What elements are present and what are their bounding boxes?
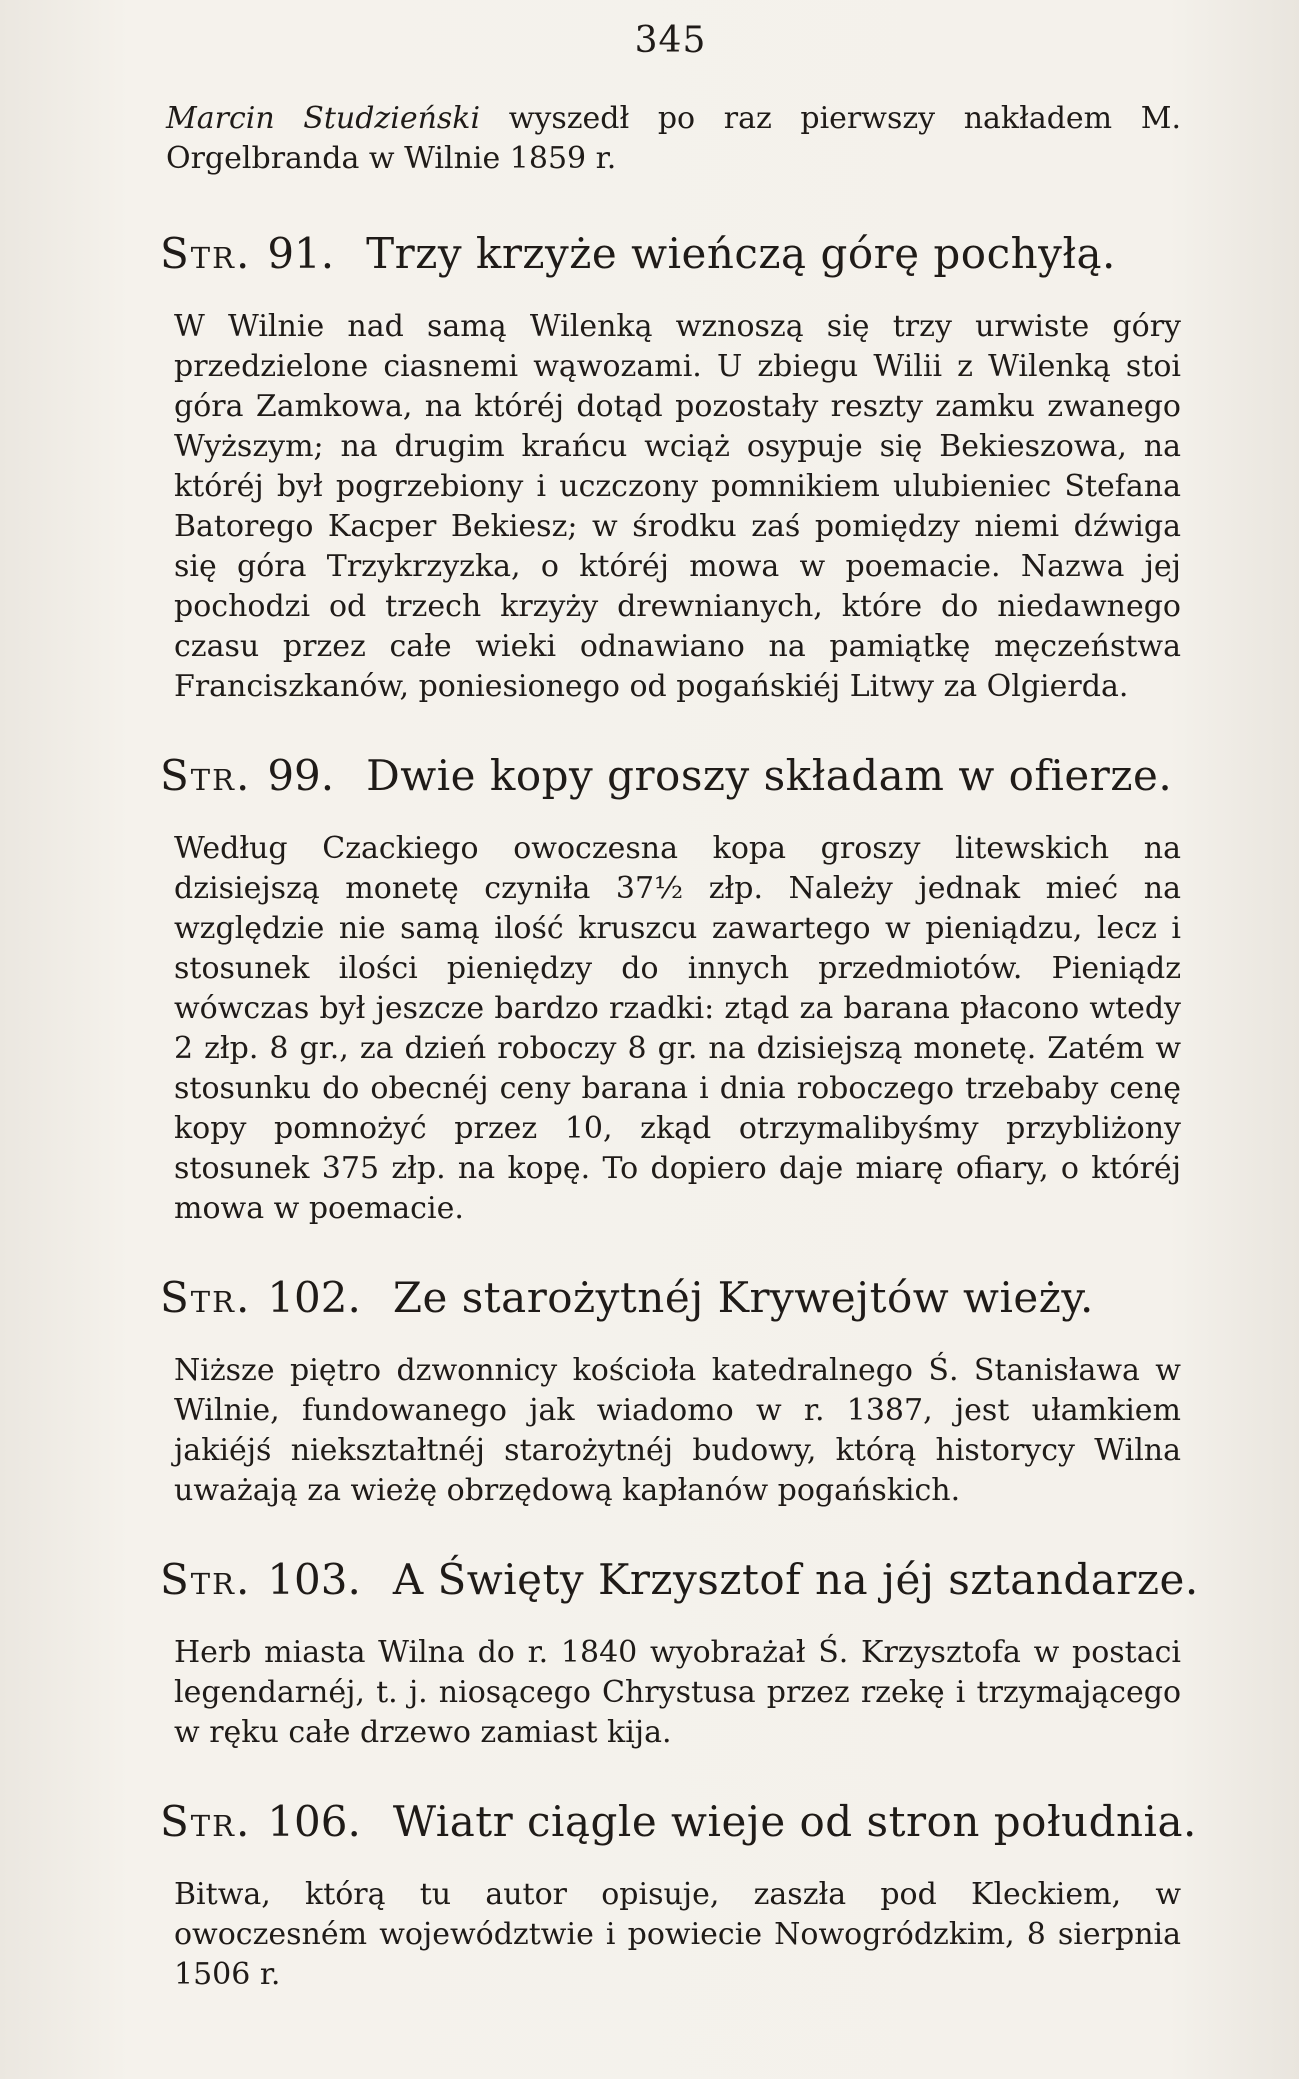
page-ref-label: Str. [160,1555,252,1604]
quoted-verse: Dwie kopy groszy składam w ofierze. [366,751,1173,800]
page-ref-number: 99. [267,751,335,800]
note-entry-102 [160,1271,1181,1511]
quoted-verse: A Święty Krzysztof na jéj sztandarze. [392,1555,1199,1604]
page-ref-label: Str. [160,229,252,278]
page-ref-number: 106. [267,1797,361,1846]
quoted-verse: Wiatr ciągle wieje od stron południa. [392,1797,1197,1846]
note-body: Bitwa, którą tu autor opisuje, zaszła pod Kleckiem, w owoczesném województwie i powiecie Nowogródzkim, 8 sierpnia 1506 r. [174,1877,1181,1992]
intro-text: wyszedł po raz pierwszy nakładem M. Orgelbranda w Wilnie 1859 r. [166,101,1182,176]
page-ref-number: 91. [267,229,335,278]
note-heading [160,1271,1181,1325]
note-entry-103 [160,1553,1199,1753]
quoted-verse: Trzy krzyże wieńczą górę pochyłą. [366,229,1116,278]
note-body: Herb miasta Wilna do r. 1840 wyobrażał Ś. Krzysztofa w postaci legendarnéj, t. j. niosącego Chrystusa przez rzekę i trzymającego w ręku całe drzewo zamiast kija. [174,1635,1181,1750]
note-entry-106 [160,1795,1197,1995]
quoted-verse: Ze starożytnéj Krywejtów wieży. [392,1273,1094,1322]
note-heading [160,1795,1197,1849]
note-body: W Wilnie nad samą Wilenką wznoszą się trzy urwiste góry przedzielone ciasnemi wąwozami. U zbiegu Wilii z Wilenką stoi góra Zamkowa, na któréj dotąd pozostały reszty zamku zwanego Wyższym; na drugim krańcu wciąż osypuje się Bekieszowa, na któréj był pogrzebiony i uczczony pomnikiem ulubieniec Stefana Batorego Kacper Bekiesz; w środku zaś pomiędzy niemi dźwiga się góra Trzykrzyzka, o któréj mowa w poemacie. Nazwa jej pochodzi od trzech krzyży drewnianych, które do niedawnego czasu przez całe wieki odnawiano na pamiątkę męczeństwa Franciszkanów, poniesionego od pogańskiéj Litwy za Olgierda. [174,309,1181,704]
note-entry-99 [160,749,1181,1229]
page-ref-label: Str. [160,751,252,800]
note-entry-91 [160,227,1181,707]
note-heading [160,227,1181,281]
page-ref-label: Str. [160,1273,252,1322]
note-body: Według Czackiego owoczesna kopa groszy litewskich na dzisiejszą monetę czyniła 37½ złp. Należy jednak mieć na względzie nie samą ilość kruszcu zawartego w pieniądzu, lecz i stosunek ilości pieniędzy do innych przedmiotów. Pieniądz wówczas był jeszcze bardzo rzadki: ztąd za barana płacono wtedy 2 złp. 8 gr., za dzień roboczy 8 gr. na dzisiejszą monetę. Zatém w stosunku do obecnéj ceny barana i dnia roboczego trzebaby cenę kopy pomnożyć przez 10, zkąd otrzymalibyśmy przybliżony stosunek 375 złp. na kopę. To dopiero daje miarę ofiary, o któréj mowa w poemacie. [174,831,1181,1226]
intro-book-title: Marcin Studzieński [166,101,481,136]
page-ref-number: 102. [267,1273,361,1322]
note-body: Niższe piętro dzwonnicy kościoła katedralnego Ś. Stanisława w Wilnie, fundowanego jak wiadomo w r. 1387, jest ułamkiem jakiéjś niekształtnéj starożytnéj budowy, którą historycy Wilna uważają za wieżę obrzędową kapłanów pogańskich. [174,1353,1181,1508]
page-ref-number: 103. [267,1555,361,1604]
page-ref-label: Str. [160,1797,252,1846]
page-number: 345 [634,20,707,61]
intro-paragraph [160,99,1181,179]
note-heading [160,749,1181,803]
note-heading [160,1553,1199,1607]
